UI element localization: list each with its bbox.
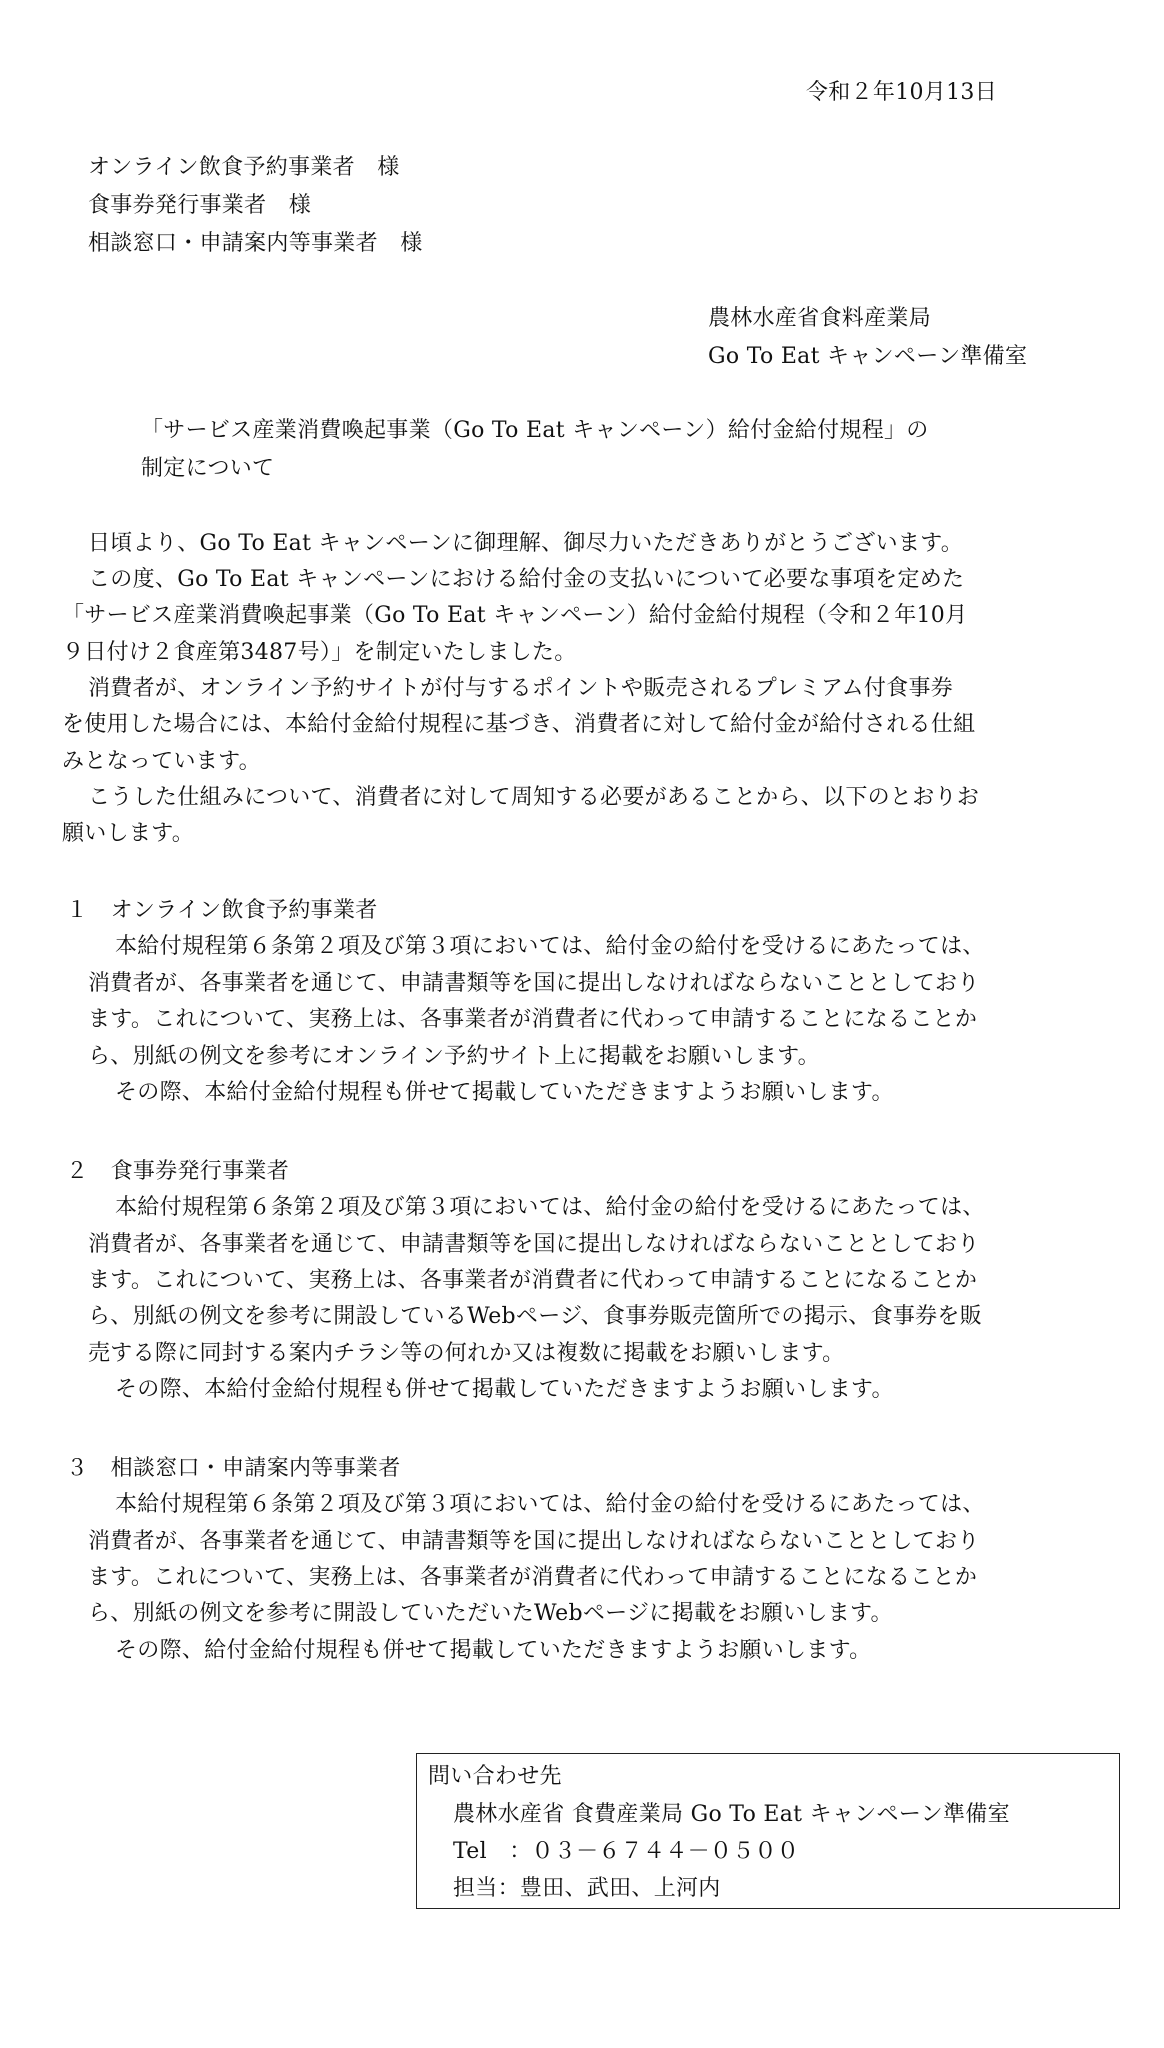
section-line: 本給付規程第６条第２項及び第３項においては、給付金の給付を受けるにあたっては、 xyxy=(115,934,985,959)
intro-line: この度、Go To Eat キャンペーンにおける給付金の支払いについて必要な事項を定めた xyxy=(88,567,965,592)
addressee-line: オンライン飲食予約事業者 様 xyxy=(88,155,400,180)
section-line: その際、給付金給付規程も併せて掲載していただきますようお願いします。 xyxy=(115,1638,872,1663)
section-line: 消費者が、各事業者を通じて、申請書類等を国に提出しなければならないこととしており xyxy=(88,1232,980,1257)
section-line: ます。これについて、実務上は、各事業者が消費者に代わって申請することになることか xyxy=(88,1007,978,1032)
addressee-line: 食事券発行事業者 様 xyxy=(88,193,312,218)
addressee-line: 相談窓口・申請案内等事業者 様 xyxy=(88,231,423,256)
intro-line: みとなっています。 xyxy=(62,749,261,774)
contact-box xyxy=(416,1753,1120,1909)
intro-line: を使用した場合には、本給付金給付規程に基づき、消費者に対して給付金が給付される仕組 xyxy=(62,712,976,737)
contact-person: 担当：豊田、武田、上河内 xyxy=(453,1876,721,1901)
section-line: ます。これについて、実務上は、各事業者が消費者に代わって申請することになることか xyxy=(88,1268,978,1293)
intro-line: 消費者が、オンライン予約サイトが付与するポイントや販売されるプレミアム付食事券 xyxy=(88,676,954,701)
section-line: 売する際に同封する案内チラシ等の何れか又は複数に掲載をお願いします。 xyxy=(88,1341,845,1366)
section-heading: １ オンライン飲食予約事業者 xyxy=(66,898,378,923)
section-line: ら、別紙の例文を参考にオンライン予約サイト上に掲載をお願いします。 xyxy=(88,1044,820,1069)
subject-line: 制定について xyxy=(141,456,275,481)
section-heading: ２ 食事券発行事業者 xyxy=(66,1159,290,1184)
intro-line: 日頃より、Go To Eat キャンペーンに御理解、御尽力いただきありがとうございます。 xyxy=(88,531,964,556)
subject-line: 「サービス産業消費喚起事業（Go To Eat キャンペーン）給付金給付規程」の xyxy=(141,418,929,443)
contact-title: 問い合わせ先 xyxy=(428,1764,562,1789)
sender-line: 農林水産省食料産業局 xyxy=(708,306,932,331)
section-line: その際、本給付金給付規程も併せて掲載していただきますようお願いします。 xyxy=(115,1377,894,1402)
intro-line: こうした仕組みについて、消費者に対して周知する必要があることから、以下のとおりお xyxy=(88,785,980,810)
contact-tel: Tel ：０３－６７４４－０５００ xyxy=(453,1839,800,1864)
section-line: 本給付規程第６条第２項及び第３項においては、給付金の給付を受けるにあたっては、 xyxy=(115,1492,985,1517)
intro-line: 「サービス産業消費喚起事業（Go To Eat キャンペーン）給付金給付規程（令和２年10月 xyxy=(62,603,968,628)
intro-line: 願いします。 xyxy=(62,821,195,846)
section-heading: ３ 相談窓口・申請案内等事業者 xyxy=(66,1456,401,1481)
section-line: 消費者が、各事業者を通じて、申請書類等を国に提出しなければならないこととしており xyxy=(88,971,980,996)
section-line: その際、本給付金給付規程も併せて掲載していただきますようお願いします。 xyxy=(115,1080,894,1105)
section-line: ら、別紙の例文を参考に開設していただいたWebページに掲載をお願いします。 xyxy=(88,1601,893,1626)
section-line: 本給付規程第６条第２項及び第３項においては、給付金の給付を受けるにあたっては、 xyxy=(115,1195,985,1220)
sender-line: Go To Eat キャンペーン準備室 xyxy=(708,344,1028,369)
section-line: ます。これについて、実務上は、各事業者が消費者に代わって申請することになることか xyxy=(88,1565,978,1590)
intro-line: ９日付け２食産第3487号）」を制定いたしました。 xyxy=(62,640,577,665)
contact-org: 農林水産省 食費産業局 Go To Eat キャンペーン準備室 xyxy=(453,1802,1010,1827)
section-line: 消費者が、各事業者を通じて、申請書類等を国に提出しなければならないこととしており xyxy=(88,1529,980,1554)
document-date: 令和２年10月13日 xyxy=(806,80,997,105)
section-line: ら、別紙の例文を参考に開設しているWebページ、食事券販売箇所での掲示、食事券を販 xyxy=(88,1304,983,1329)
